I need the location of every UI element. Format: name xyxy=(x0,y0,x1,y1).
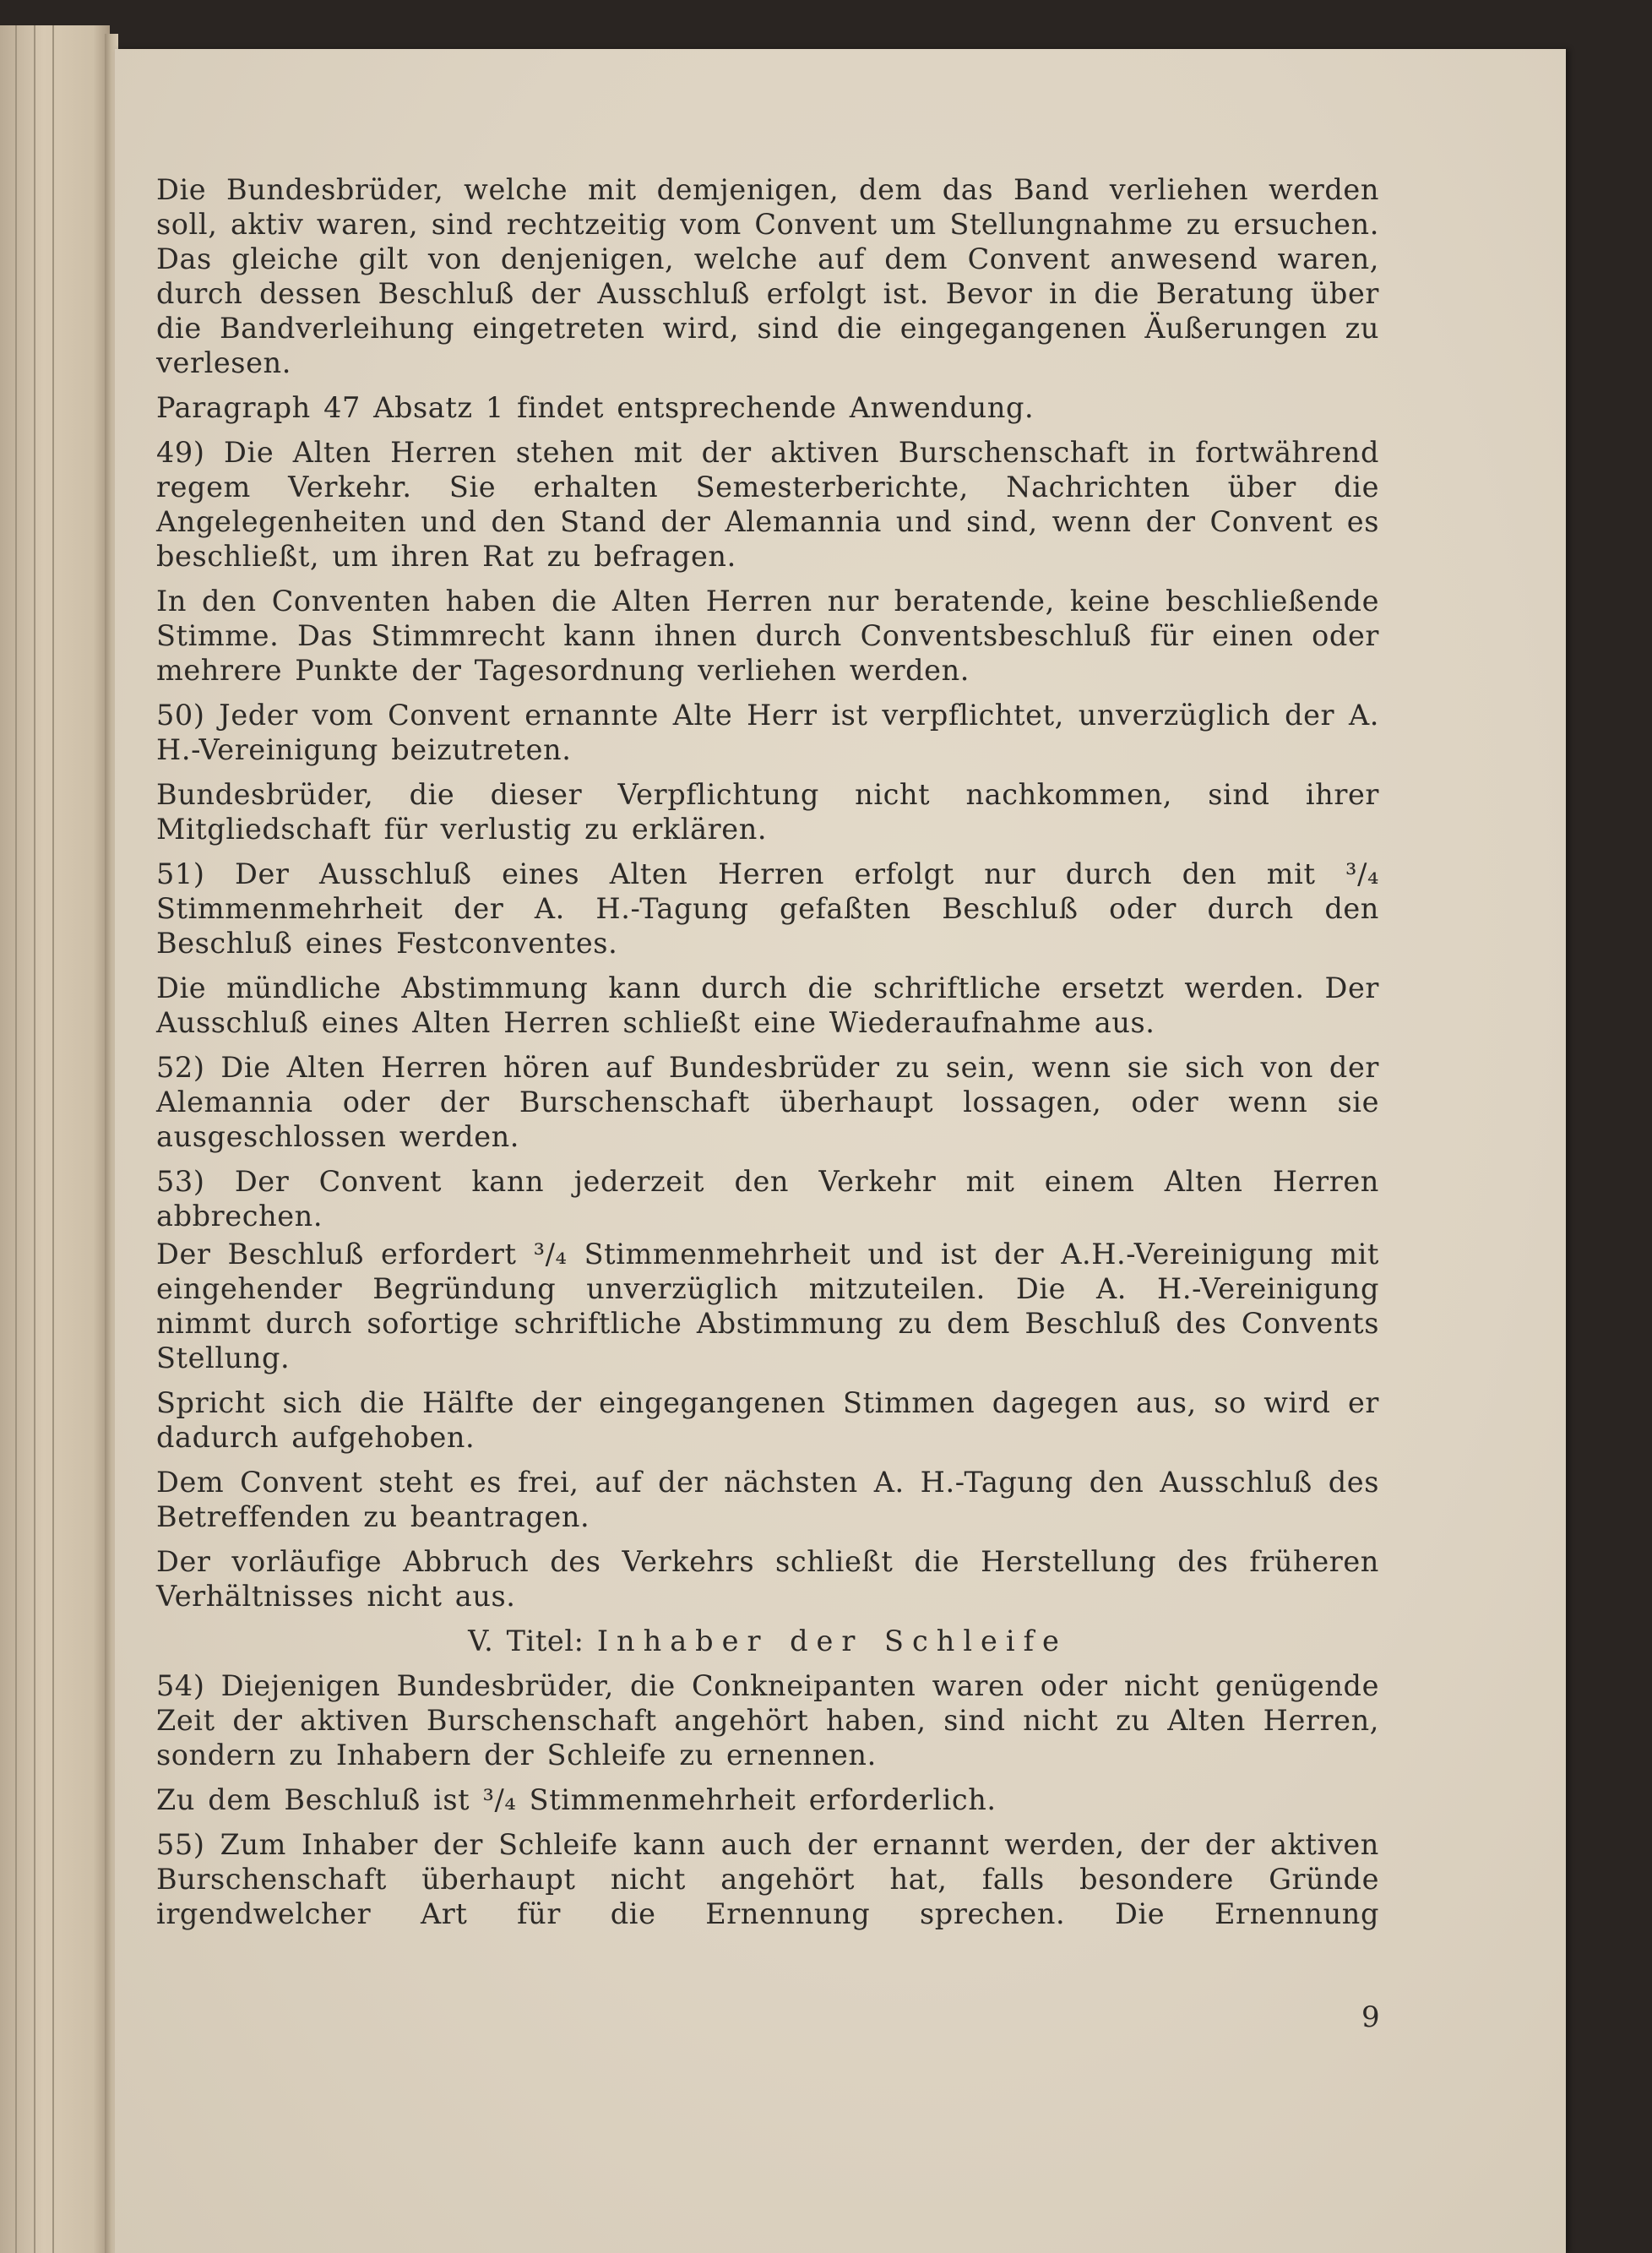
paragraph-52: 52) Die Alten Herren hören auf Bundesbrüder zu sein, wenn sie sich von der Alemannia oder der Burschenschaft überhaupt lossagen, oder wenn sie ausgeschlossen werden. xyxy=(156,1051,1379,1153)
page-text xyxy=(156,172,1379,1941)
paragraph-50: 50) Jeder vom Convent ernannte Alte Herr ist verpflichtet, unverzüglich der A. H.-Vereinigung beizutreten. xyxy=(156,699,1379,766)
paragraph: Die Bundesbrüder, welche mit demjenigen, dem das Band verliehen werden soll, aktiv waren, sind rechtzeitig vom Convent um Stellungnahme zu ersuchen. Das gleiche gilt von denjenigen, welche auf dem Convent anwesend waren, durch dessen Beschluß der Ausschluß erfolgt ist. Bevor in die Beratung über die Bandverleihung eingetreten wird, sind die eingegangenen Äußerungen zu verlesen. xyxy=(156,173,1379,379)
heading-title: Inhaber der Schleife xyxy=(596,1624,1068,1657)
page-edge-line xyxy=(15,25,17,2253)
paragraph: Zu dem Beschluß ist ³/₄ Stimmenmehrheit erforderlich. xyxy=(156,1783,997,1816)
paragraph: Die mündliche Abstimmung kann durch die schriftliche ersetzt werden. Der Ausschluß eines Alten Herren schließt eine Wiederaufnahme aus. xyxy=(156,971,1379,1039)
left-page-edge xyxy=(0,25,110,2253)
paragraph: Der Beschluß erfordert ³/₄ Stimmenmehrheit und ist der A.H.-Vereinigung mit eingehender Begründung unverzüglich mitzuteilen. Die A. H.-Vereinigung nimmt durch sofortige schriftliche Abstimmung zu dem Beschluß des Convents Stellung. xyxy=(156,1238,1379,1374)
paragraph: Der vorläufige Abbruch des Verkehrs schließt die Herstellung des früheren Verhältnisses nicht aus. xyxy=(156,1545,1379,1613)
page-edge-line xyxy=(52,25,54,2253)
paragraph-55: 55) Zum Inhaber der Schleife kann auch der ernannt werden, der der aktiven Burschenschaft überhaupt nicht angehört hat, falls besondere Gründe irgendwelcher Art für die Ernennung sprechen. Die Ernennung xyxy=(156,1828,1379,1930)
paragraph: Paragraph 47 Absatz 1 findet entsprechende Anwendung. xyxy=(156,391,1035,424)
section-heading xyxy=(156,1624,1379,1658)
paragraph: In den Conventen haben die Alten Herren nur beratende, keine beschließende Stimme. Das Stimmrecht kann ihnen durch Conventsbeschluß für einen oder mehrere Punkte der Tagesordnung verliehen werden. xyxy=(156,585,1379,687)
paragraph-54: 54) Diejenigen Bundesbrüder, die Conkneipanten waren oder nicht genügende Zeit der aktiven Burschenschaft angehört haben, sind nicht zu Alten Herren, sondern zu Inhabern der Schleife zu ernennen. xyxy=(156,1669,1379,1771)
paragraph-53: 53) Der Convent kann jederzeit den Verkehr mit einem Alten Herren abbrechen. xyxy=(156,1165,1379,1233)
paragraph: Dem Convent steht es frei, auf der nächsten A. H.-Tagung den Ausschluß des Betreffenden zu beantragen. xyxy=(156,1466,1379,1533)
paragraph: Bundesbrüder, die dieser Verpflichtung nicht nachkommen, sind ihrer Mitgliedschaft für verlustig zu erklären. xyxy=(156,778,1379,846)
heading-prefix: V. Titel: xyxy=(468,1624,597,1657)
paragraph: Spricht sich die Hälfte der eingegangenen Stimmen dagegen aus, so wird er dadurch aufgehoben. xyxy=(156,1386,1379,1454)
page-edge-line xyxy=(34,25,35,2253)
page-number: 9 xyxy=(1361,2000,1380,2034)
paragraph-51: 51) Der Ausschluß eines Alten Herren erfolgt nur durch den mit ³/₄ Stimmenmehrheit der A. H.-Tagung gefaßten Beschluß oder durch den Beschluß eines Festconventes. xyxy=(156,857,1379,960)
paragraph-49: 49) Die Alten Herren stehen mit der aktiven Burschenschaft in fortwährend regem Verkehr. Sie erhalten Semesterberichte, Nachrichten über die Angelegenheiten und den Stand der Alemannia und sind, wenn der Convent es beschließt, um ihren Rat zu befragen. xyxy=(156,436,1379,573)
